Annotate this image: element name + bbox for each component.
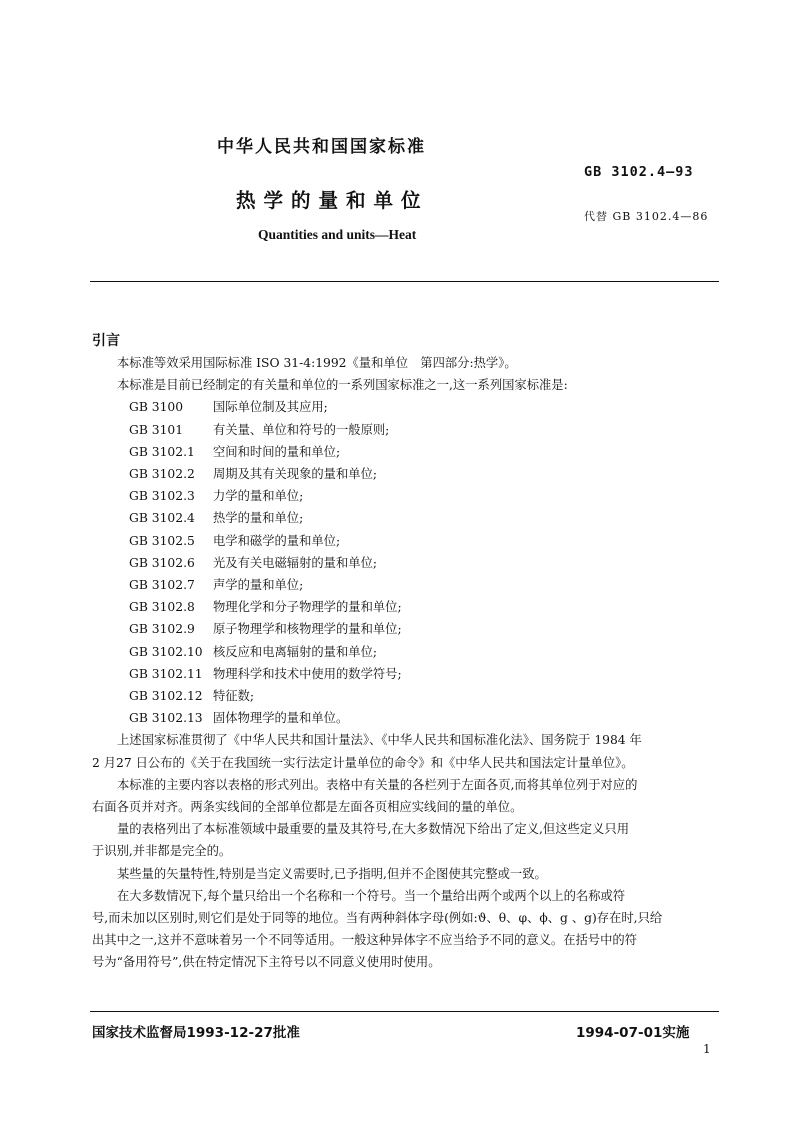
- paragraph-line: 出其中之一,这并不意味着另一个不同等适用。一般这种异体字不应当给予不同的意义。在括号中的符: [92, 933, 637, 948]
- standard-code: GB 3102.9: [129, 622, 195, 637]
- footer-divider: [90, 1011, 719, 1012]
- standard-name: 光及有关电磁辐射的量和单位;: [213, 555, 378, 570]
- standard-name: 力学的量和单位;: [213, 489, 304, 504]
- standard-name: 核反应和电离辐射的量和单位;: [213, 644, 378, 659]
- paragraph-line: 右面各页并对齐。两条实线间的全部单位都是左面各页相应实线间的量的单位。: [92, 800, 523, 815]
- standard-code: GB 3102.5: [129, 533, 195, 548]
- paragraph-line: 号为“备用符号”,供在特定情况下主符号以不同意义使用时使用。: [92, 955, 441, 970]
- list-item: [92, 463, 719, 485]
- standard-name: 物理科学和技术中使用的数学符号;: [213, 666, 402, 681]
- list-item: [92, 663, 719, 685]
- standard-code: GB 3102.8: [129, 600, 195, 615]
- standard-name: 声学的量和单位;: [213, 578, 304, 593]
- paragraph: 本标准是目前已经制定的有关量和单位的一系列国家标准之一,这一系列国家标准是:: [117, 378, 568, 393]
- list-item: [92, 618, 719, 640]
- paragraph: 本标准等效采用国际标准 ISO 31-4:1992《量和单位 第四部分:热学》。: [117, 356, 517, 370]
- standard-code: GB 3102.10: [129, 644, 203, 659]
- standard-code: GB 3102.11: [129, 666, 203, 681]
- standard-name: 有关量、单位和符号的一般原则;: [213, 422, 390, 437]
- standard-name: 周期及其有关现象的量和单位;: [213, 467, 378, 482]
- standard-name: 热学的量和单位;: [213, 511, 304, 526]
- approval-line: 国家技术监督局1993-12-27批准: [92, 1025, 300, 1041]
- standard-code: GB 3102.13: [129, 711, 203, 726]
- effective-date: 1994-07-01实施: [576, 1025, 690, 1041]
- list-item: [92, 507, 719, 529]
- paragraph-line: 于识别,并非都是完全的。: [92, 844, 232, 859]
- list-item: [92, 641, 719, 663]
- list-item: [92, 552, 719, 574]
- standard-name: 电学和磁学的量和单位;: [213, 533, 341, 548]
- standard-code: GB 3101: [129, 422, 184, 437]
- standard-name: 固体物理学的量和单位。: [213, 711, 349, 726]
- section-heading: 引言: [92, 333, 120, 349]
- standard-title: 中华人民共和国国家标准: [217, 137, 426, 157]
- list-item: [92, 485, 719, 507]
- list-item: [92, 685, 719, 707]
- paragraph-line: 上述国家标准贯彻了《中华人民共和国计量法》、《中华人民共和国标准化法》、国务院于 1984 年: [117, 733, 642, 748]
- list-item: [92, 530, 719, 552]
- paragraph-line: 本标准的主要内容以表格的形式列出。表格中有关量的各栏列于左面各页,而将其单位列于对应的: [117, 777, 638, 792]
- standard-number: GB 3102.4—93: [584, 164, 694, 180]
- standards-list: [92, 396, 719, 729]
- standard-code: GB 3102.6: [129, 555, 195, 570]
- list-item: [92, 396, 719, 418]
- paragraph-line: 在大多数情况下,每个量只给出一个名称和一个符号。当一个量给出两个或两个以上的名称或符: [117, 888, 626, 903]
- list-item: [92, 596, 719, 618]
- paragraph-line: 号,而未加以区别时,则它们是处于同等的地位。当有两种斜体字母(例如:ϑ、θ、φ、ϕ、g 、g)存在时,只给: [92, 911, 663, 926]
- standard-name: 国际单位制及其应用;: [213, 400, 328, 415]
- standard-name: 空间和时间的量和单位;: [213, 444, 341, 459]
- standard-name: 特征数;: [213, 689, 255, 704]
- intro-body: [92, 352, 719, 974]
- paragraph-line: 量的表格列出了本标准领域中最重要的量及其符号,在大多数情况下给出了定义,但这些定义只用: [117, 822, 629, 837]
- supersedes-note: 代替 GB 3102.4—86: [584, 210, 709, 223]
- standard-code: GB 3102.1: [129, 444, 195, 459]
- standard-code: GB 3100: [129, 400, 184, 415]
- standard-code: GB 3102.12: [129, 689, 203, 704]
- paragraph-line: 2 月27 日公布的《关于在我国统一实行法定计量单位的命令》和《中华人民共和国法定计量单位》。: [92, 755, 634, 770]
- standard-name: 物理化学和分子物理学的量和单位;: [213, 600, 402, 615]
- standard-name: 原子物理学和核物理学的量和单位;: [213, 622, 402, 637]
- english-title: Quantities and units—Heat: [258, 227, 417, 242]
- paragraph: 某些量的矢量特性,特别是当定义需要时,已予指明,但并不企图使其完整或一致。: [117, 866, 547, 881]
- standard-code: GB 3102.7: [129, 578, 195, 593]
- standard-code: GB 3102.3: [129, 489, 195, 504]
- list-item: [92, 441, 719, 463]
- standard-code: GB 3102.4: [129, 511, 195, 526]
- standard-code: GB 3102.2: [129, 467, 195, 482]
- list-item: [92, 574, 719, 596]
- header-divider: [90, 281, 719, 282]
- list-item: [92, 419, 719, 441]
- page-number: 1: [703, 1042, 711, 1056]
- document-title: 热学的量和单位: [236, 189, 429, 212]
- list-item: [92, 707, 719, 729]
